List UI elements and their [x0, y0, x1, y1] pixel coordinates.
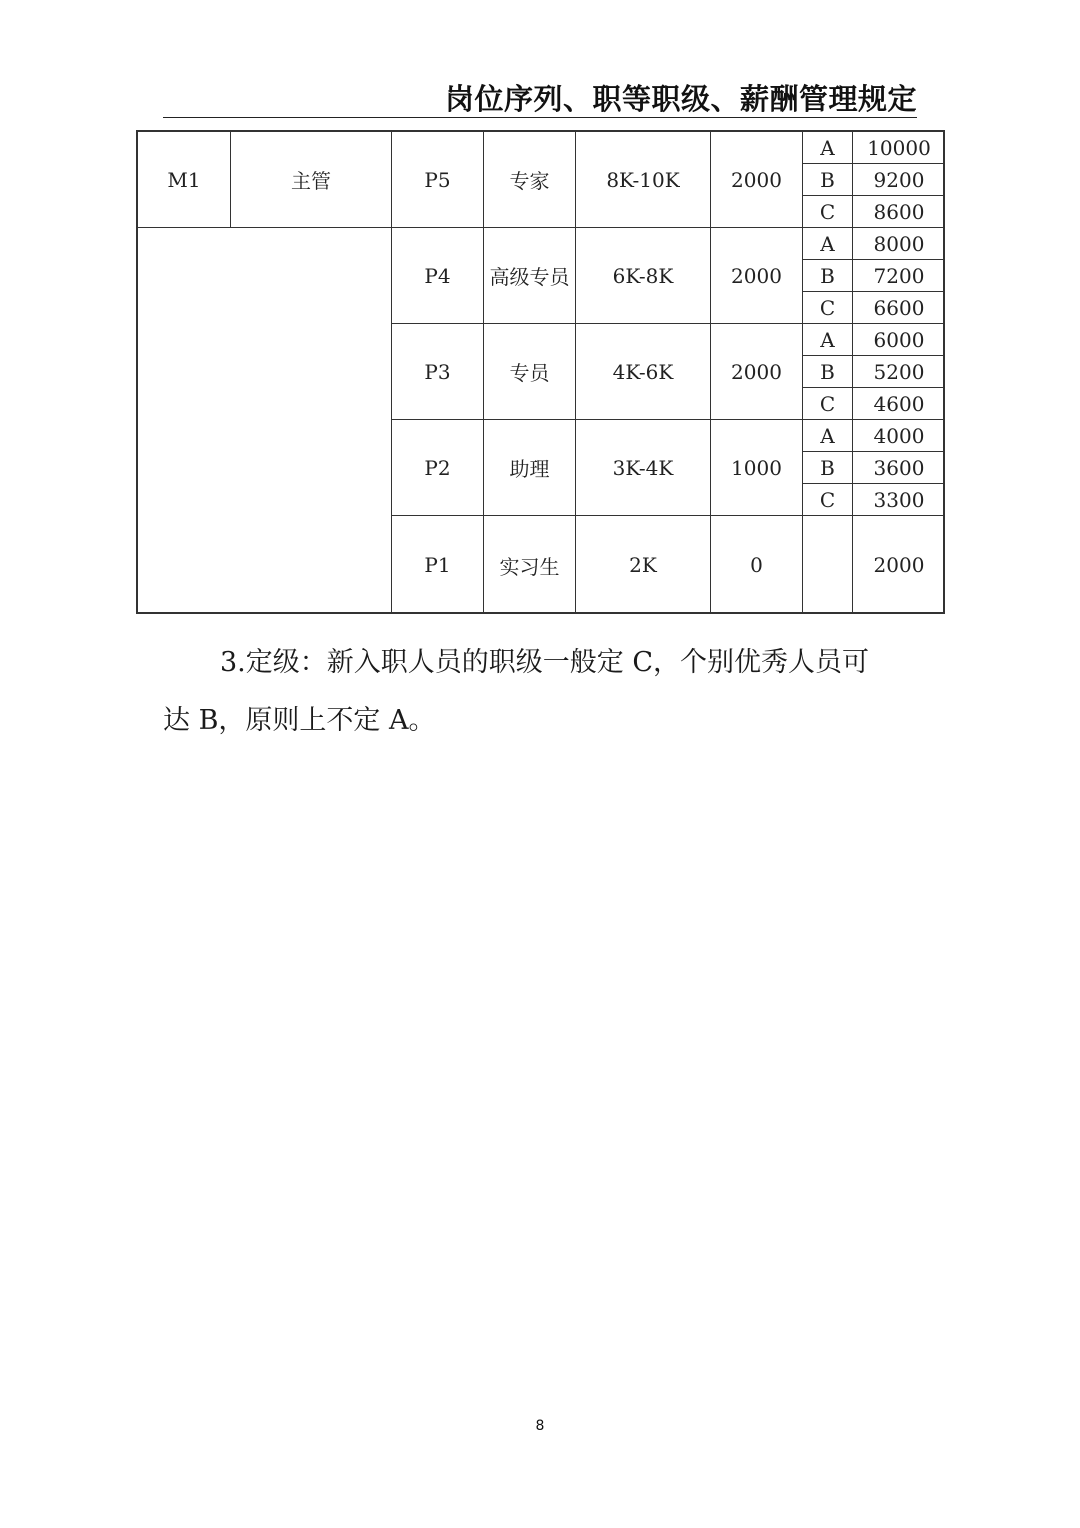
p-title-cell: 实习生 — [484, 516, 576, 614]
salary-range-cell: 3K-4K — [576, 420, 711, 516]
sub-amount-cell: 8000 — [853, 228, 945, 260]
sub-amount-cell: 9200 — [853, 164, 945, 196]
sub-amount-cell: 4600 — [853, 388, 945, 420]
p-title-cell: 高级专员 — [484, 228, 576, 324]
sub-grade-cell: C — [803, 196, 853, 228]
salary-range-cell: 2K — [576, 516, 711, 614]
sub-amount-cell: 7200 — [853, 260, 945, 292]
m1-title-cell: 主管 — [231, 132, 392, 228]
blank-merged-cell — [138, 228, 392, 614]
sub-amount-cell: 2000 — [873, 553, 925, 577]
sub-amount-cell: 5200 — [853, 356, 945, 388]
sub-grade-cell: B — [803, 164, 853, 196]
sub-amount-cell: 3300 — [853, 484, 945, 516]
sub-grade-cell: A — [803, 228, 853, 260]
sub-grade-cell: B — [803, 260, 853, 292]
p-level-cell: P4 — [392, 228, 484, 324]
sub-grade-cell: A — [803, 420, 853, 452]
p-level-cell: P5 — [392, 132, 484, 228]
sub-amount-cell: 6000 — [853, 324, 945, 356]
sub-amount-cell: 3600 — [853, 452, 945, 484]
p-level-cell: P3 — [392, 324, 484, 420]
salary-range-cell: 6K-8K — [576, 228, 711, 324]
sub-grade-cell: A — [803, 324, 853, 356]
sub-grade-cell: C — [803, 292, 853, 324]
step-cell: 2000 — [711, 324, 803, 420]
step-cell: 0 — [711, 516, 803, 614]
sub-grade-cell: B — [803, 452, 853, 484]
paragraph-line-2: 达 B，原则上不定 A。 — [163, 705, 436, 736]
p-title-cell: 助理 — [484, 420, 576, 516]
sub-grade-cell: B — [803, 356, 853, 388]
sub-grade-cell: C — [803, 388, 853, 420]
p-level-cell: P2 — [392, 420, 484, 516]
step-cell: 2000 — [711, 228, 803, 324]
sub-grade-cell: A — [803, 132, 853, 164]
paragraph-line-1: 3.定级：新入职人员的职级一般定 C，个别优秀人员可 — [220, 647, 870, 678]
p-level-cell: P1 — [392, 516, 484, 614]
step-cell: 2000 — [711, 132, 803, 228]
sub-amount-cell: 6600 — [853, 292, 945, 324]
sub-grade-cell: C — [803, 484, 853, 516]
sub-amount-cell: 4000 — [853, 420, 945, 452]
sub-amount-cell: 10000 — [853, 132, 945, 164]
sub-grade-cell — [803, 516, 853, 614]
sub-amount-cell: 8600 — [853, 196, 945, 228]
p-title-cell: 专员 — [484, 324, 576, 420]
salary-range-cell: 4K-6K — [576, 324, 711, 420]
p-title-cell: 专家 — [484, 132, 576, 228]
salary-grade-table — [136, 130, 945, 614]
page-number: 8 — [535, 1418, 545, 1434]
page-header — [163, 75, 917, 118]
header-title: 岗位序列、职等职级、薪酬管理规定 — [444, 82, 917, 116]
salary-range-cell: 8K-10K — [576, 132, 711, 228]
m1-grade-cell: M1 — [138, 132, 231, 228]
step-cell: 1000 — [711, 420, 803, 516]
